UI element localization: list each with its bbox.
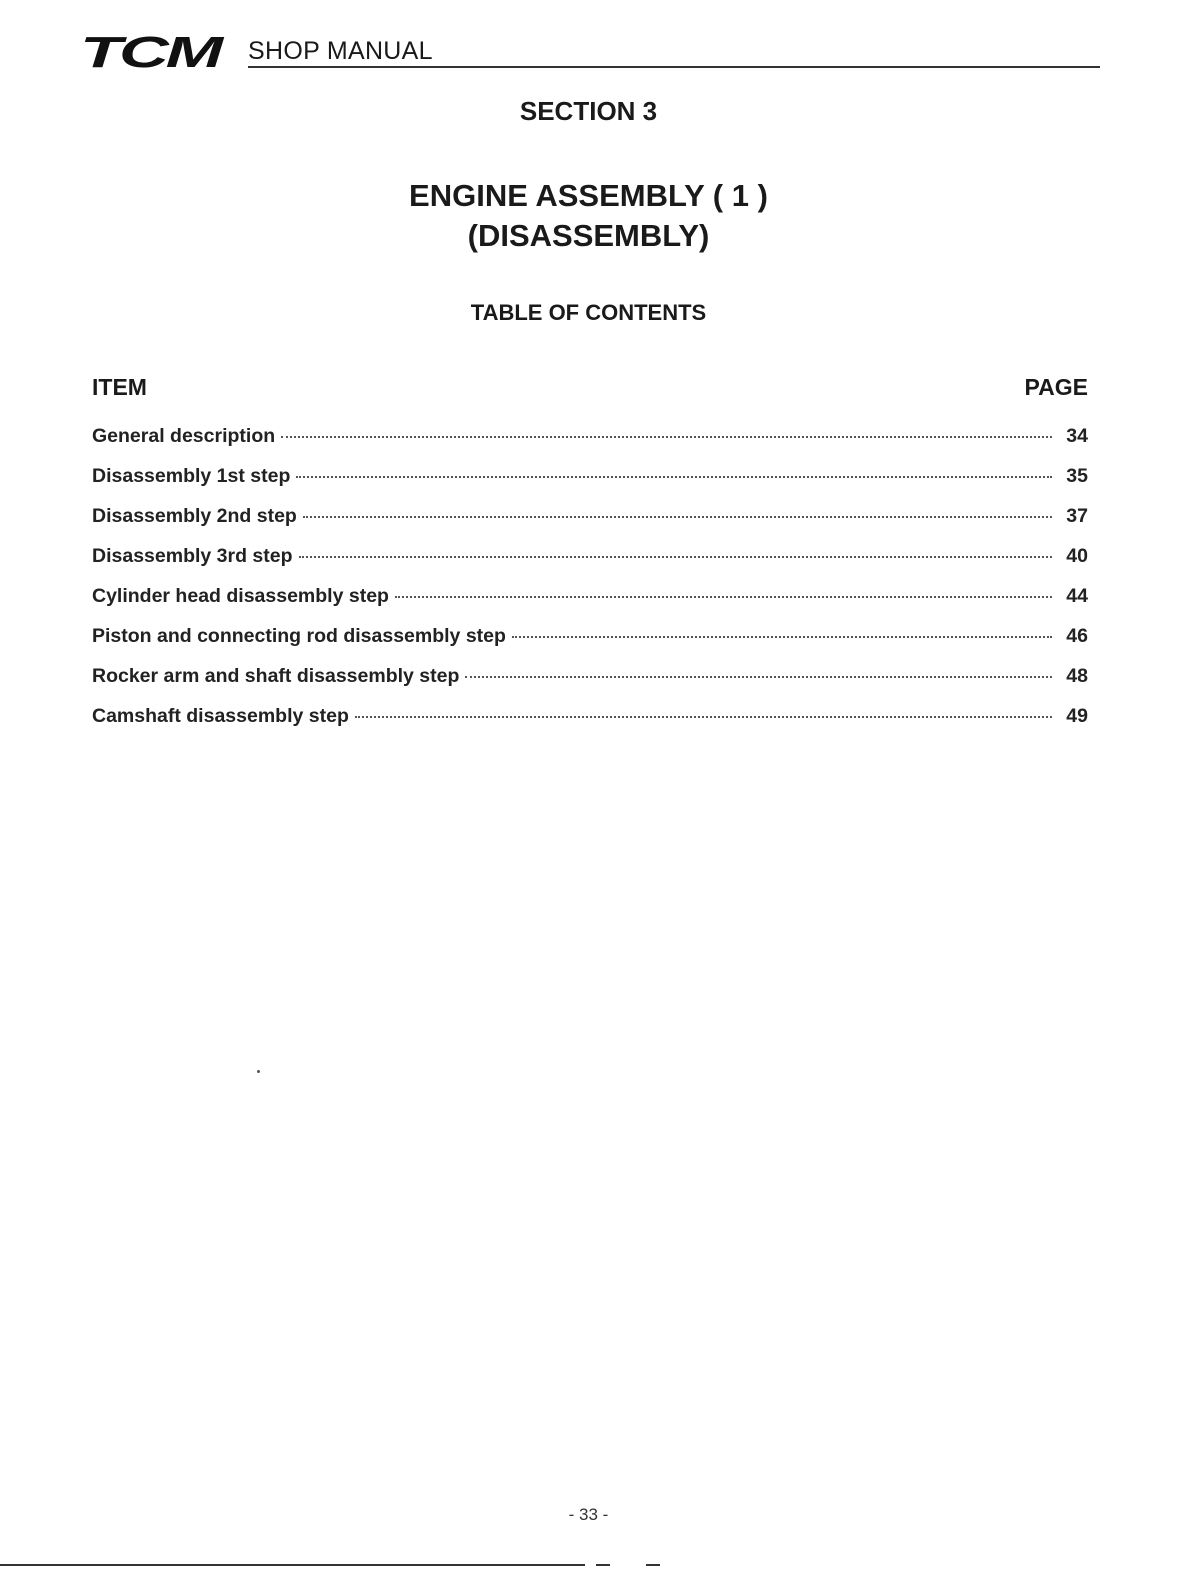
stray-mark (257, 1070, 260, 1073)
toc-entry[interactable] (92, 705, 1088, 745)
toc-entry-page: 35 (1066, 465, 1088, 487)
toc-entry[interactable] (92, 545, 1088, 585)
manual-title: SHOP MANUAL (248, 37, 433, 65)
toc-entry[interactable] (92, 425, 1088, 465)
toc-entry-page: 40 (1066, 545, 1088, 567)
toc-entry[interactable] (92, 665, 1088, 705)
toc-entry[interactable] (92, 465, 1088, 505)
toc-entry-label: Camshaft disassembly step (92, 705, 349, 727)
footer-rule (0, 1564, 585, 1566)
page-column-header: PAGE (1024, 374, 1088, 400)
toc-entry[interactable] (92, 625, 1088, 665)
dot-leader (281, 436, 1052, 438)
toc-entry-label: Disassembly 2nd step (92, 505, 297, 527)
toc-heading: TABLE OF CONTENTS (470, 300, 707, 325)
page-header (80, 30, 1100, 72)
toc-entry[interactable] (92, 505, 1088, 545)
tcm-logo (80, 30, 225, 72)
toc-entry-label: Disassembly 1st step (92, 465, 291, 487)
toc-entry-page: 49 (1066, 705, 1088, 727)
title-line-2: (DISASSEMBLY) (467, 218, 710, 253)
footer-tick (596, 1564, 610, 1566)
toc-entry-page: 34 (1066, 425, 1088, 447)
toc-entry-label: Piston and connecting rod disassembly step (92, 625, 506, 647)
toc-entry-page: 37 (1066, 505, 1088, 527)
toc-entry-page: 46 (1066, 625, 1088, 647)
dot-leader (465, 676, 1052, 678)
dot-leader (355, 716, 1052, 718)
dot-leader (299, 556, 1053, 558)
toc-entry-label: Rocker arm and shaft disassembly step (92, 665, 460, 687)
dot-leader (512, 636, 1052, 638)
page-number: - 33 - (568, 1505, 609, 1524)
dot-leader (395, 596, 1052, 598)
document-title (0, 176, 1177, 256)
header-rule (248, 66, 1100, 68)
section-label: SECTION 3 (519, 96, 658, 126)
toc-entry-label: Cylinder head disassembly step (92, 585, 389, 607)
item-column-header: ITEM (92, 374, 147, 400)
dot-leader (303, 516, 1052, 518)
footer-tick (646, 1564, 660, 1566)
toc-entry-label: Disassembly 3rd step (92, 545, 293, 567)
table-of-contents (92, 425, 1088, 745)
toc-entry-page: 44 (1066, 585, 1088, 607)
svg-text:TCM: TCM (80, 30, 225, 72)
toc-entry-label: General description (92, 425, 276, 447)
dot-leader (296, 476, 1052, 478)
toc-entry-page: 48 (1066, 665, 1088, 687)
title-line-1: ENGINE ASSEMBLY ( 1 ) (409, 178, 768, 213)
toc-entry[interactable] (92, 585, 1088, 625)
